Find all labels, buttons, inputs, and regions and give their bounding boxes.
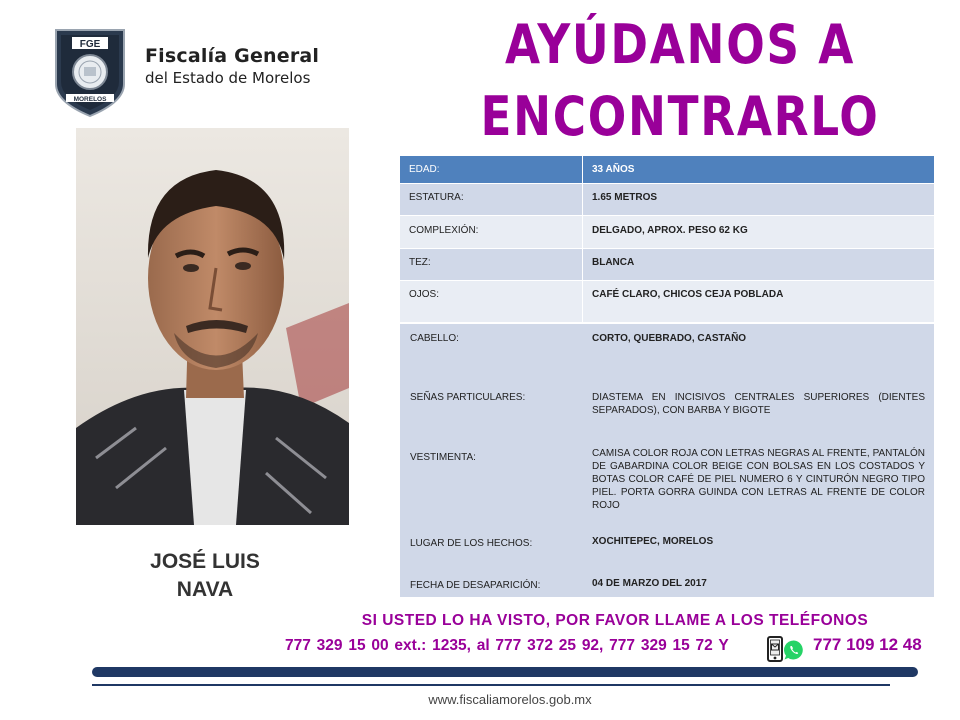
cabello-label: CABELLO: — [410, 333, 459, 344]
complexion-value: DELGADO, APROX. PESO 62 KG — [583, 216, 935, 249]
agency-name — [145, 44, 319, 88]
vestimenta-value: CAMISA COLOR ROJA CON LETRAS NEGRAS AL FRENTE, PANTALÓN DE GABARDINA COLOR BEIGE CON BOLSAS EN LOS COSTADOS Y BOTAS COLOR CAFÉ DE PIEL NUMERO 6 Y CINTURÓN NEGRO TIPO PIEL. PORTA GORRA GUINDA CON LETRAS AL FRENTE DE COLOR ROJO — [592, 448, 925, 511]
senas-label: SEÑAS PARTICULARES: — [410, 392, 526, 403]
complexion-label: COMPLEXIÓN: — [400, 216, 583, 249]
footer-bar — [92, 667, 918, 677]
person-name-line2: NAVA — [176, 578, 234, 601]
details-table — [400, 156, 934, 323]
tez-value: BLANCA — [583, 249, 935, 281]
agency-line1: Fiscalía General — [145, 45, 320, 67]
cell-phone-icon — [767, 636, 783, 667]
row-ojos — [400, 281, 934, 323]
edad-label: EDAD: — [400, 156, 583, 184]
details-extended-block — [400, 324, 934, 597]
headline-line2: ENCONTRARLO — [480, 85, 880, 148]
whatsapp-icon — [783, 639, 805, 666]
badge-sub-text: MORELOS — [73, 96, 107, 103]
footer-line — [92, 684, 890, 686]
row-estatura — [400, 184, 934, 216]
estatura-value: 1.65 METROS — [583, 184, 935, 216]
lugar-value: XOCHITEPEC, MORELOS — [592, 536, 714, 547]
row-edad — [400, 156, 934, 184]
headline-line1: AYÚDANOS A — [504, 13, 856, 76]
cabello-value: CORTO, QUEBRADO, CASTAÑO — [592, 333, 747, 344]
row-tez — [400, 249, 934, 281]
senas-value: DIASTEMA EN INCISIVOS CENTRALES SUPERIORES (DIENTES SEPARADOS), CON BARBA Y BIGOTE — [592, 392, 925, 416]
website-link[interactable]: www.fiscaliamorelos.gob.mx — [428, 692, 592, 707]
tez-label: TEZ: — [400, 249, 583, 281]
fecha-label: FECHA DE DESAPARICIÓN: — [410, 580, 541, 591]
contact-prompt: SI USTED LO HA VISTO, POR FAVOR LLAME A LOS TELÉFONOS — [361, 612, 869, 629]
whatsapp-number: 777 109 12 48 — [813, 635, 922, 654]
missing-person-photo — [76, 128, 349, 525]
lugar-label: LUGAR DE LOS HECHOS: — [410, 538, 533, 549]
ojos-label: OJOS: — [400, 281, 583, 323]
vestimenta-label: VESTIMENTA: — [410, 452, 476, 463]
badge-text: FGE — [79, 39, 101, 50]
edad-value: 33 AÑOS — [583, 156, 935, 184]
estatura-label: ESTATURA: — [400, 184, 583, 216]
ojos-value: CAFÉ CLARO, CHICOS CEJA POBLADA — [583, 281, 935, 323]
fecha-value: 04 DE MARZO DEL 2017 — [592, 578, 707, 589]
contact-phones: 777 329 15 00 ext.: 1235, al 777 372 25 92, 777 329 15 72 Y — [285, 637, 729, 654]
fge-badge-icon — [52, 24, 128, 118]
row-complexion — [400, 216, 934, 249]
person-name-line1: JOSÉ LUIS — [150, 550, 260, 573]
agency-line2: del Estado de Morelos — [145, 69, 311, 87]
